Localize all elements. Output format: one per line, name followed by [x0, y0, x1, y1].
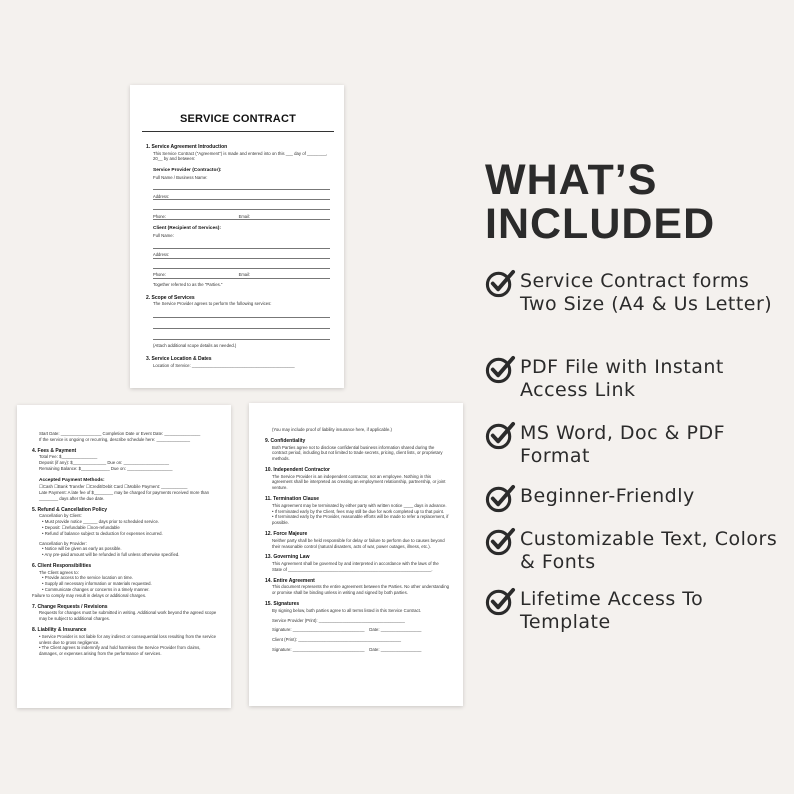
total-fee: Total Fee: $_______________ [39, 454, 98, 460]
section-2-text: The Service Provider agrees to perform the following services: [153, 301, 272, 307]
client-date-line: Date: _________________ [369, 646, 422, 652]
contract-page-3 [249, 403, 463, 706]
remaining-balance: Remaining Balance: $____________ Due on: ___________________ [39, 465, 173, 471]
feature-item [485, 588, 785, 633]
feature-item [485, 422, 785, 467]
feature-text: Service Contract forms Two Size (A4 & Us Letter) [520, 270, 773, 315]
attach-note: (Attach additional scope details as needed.) [153, 343, 237, 349]
provider-address-line [153, 193, 330, 200]
insurance-note: (You may include proof of liability insurance here, if applicable.) [272, 427, 392, 432]
document-title: SERVICE CONTRACT [142, 112, 334, 132]
client-email-label: Email: [238, 272, 250, 278]
cancel-bullet-2: • Deposit: ☐refundable ☐non-refundable [32, 525, 219, 531]
feature-item [485, 485, 785, 514]
provider-name-line [153, 183, 330, 190]
client-full-name-label: Full Name: [153, 232, 174, 238]
check-circle-icon [485, 586, 516, 617]
cancel-bullet-3: • Refund of balance subject to deduction for expenses incurred. [32, 531, 219, 537]
contract-page-1 [130, 85, 344, 388]
responsibility-bullet-3: • Communicate changes or concerns in a timely manner. [32, 587, 219, 593]
section-12-heading: 12. Force Majeure [265, 531, 308, 538]
section-1-heading: 1. Service Agreement Introduction [146, 143, 228, 150]
start-date-line: Start Date: _________________ Completion Date or Event Date: _______________ [39, 431, 201, 436]
section-9-text: Both Parties agree not to disclose confidential business information shared during the contract period, including but not limited to trade secrets, pricing, client lists, or proprietary methods. [272, 444, 443, 462]
feature-text: Beginner-Friendly [520, 485, 695, 507]
provider-phone-email-line [153, 213, 330, 220]
feature-item [485, 528, 785, 573]
provider-full-name-label: Full Name / Business Name: [153, 174, 208, 180]
location-label: Location of Service: ___________________________________________ [153, 362, 295, 368]
section-14-text: This document represents the entire agreement between the Parties. No other understanding or promise shall be binding unless in writing and signed by both parties. [272, 584, 449, 596]
responsibility-bullet-1: • Provide access to the service location on time. [32, 575, 219, 581]
provider-address-label: Address: [153, 193, 170, 199]
termination-bullet-1: • If terminated early by the Client, fees may still be due for work completed up to that point. [265, 509, 449, 515]
scope-line-2 [153, 319, 330, 329]
provider-address-line-2 [153, 203, 330, 210]
cancel-client-label: Cancellation by Client: [39, 513, 82, 519]
feature-text: Lifetime Access To Template [520, 588, 704, 633]
liability-bullet-2: • The Client agrees to indemnify and hold harmless the Service Provider from claims, damages, or expenses arising from the performance of services. [32, 645, 219, 657]
section-10-text: The Service Provider is an independent contractor, not an employee. Nothing in this agreement shall be interpreted as creating an employment relationship, partnership, or joint venture. [272, 473, 446, 491]
section-14-heading: 14. Entire Agreement [265, 577, 315, 584]
feature-item [485, 356, 785, 401]
parties-note: Together referred to as the "Parties." [153, 281, 223, 287]
provider-date-line: Date: _________________ [369, 627, 422, 633]
section-15-heading: 15. Signatures [265, 601, 300, 608]
section-13-heading: 13. Governing Law [265, 554, 310, 561]
section-5-heading: 5. Refund & Cancellation Policy [32, 506, 108, 513]
provider-print-line: Service Provider (Print): ____________________________________ [272, 617, 405, 623]
feature-text: MS Word, Doc & PDF Format [520, 422, 726, 467]
check-circle-icon [485, 526, 516, 557]
section-2-heading: 2. Scope of Services [146, 294, 195, 301]
client-phone-label: Phone: [153, 272, 166, 278]
feature-text: PDF File with Instant Access Link [520, 356, 724, 401]
check-circle-icon [485, 483, 516, 514]
client-phone-email-line [153, 272, 330, 279]
provider-bullet-2: • Any pre-paid amount will be refunded in full unless otherwise specified. [32, 552, 219, 558]
whats-included-heading [485, 158, 785, 246]
section-10-heading: 10. Independent Contractor [265, 466, 331, 473]
check-circle-icon [485, 354, 516, 385]
failure-note: Failure to comply may result in delays or additional charges. [32, 592, 147, 598]
section-12-text: Neither party shall be held responsible for delay or failure to perform due to causes beyond their reasonable control (natural disasters, acts of war, power outages, illness, etc.). [272, 537, 445, 549]
section-7-heading: 7. Change Requests / Revisions [32, 603, 108, 610]
late-payment: Late Payment: A late fee of $________ may be charged for payments received more than ________ days after the due date. [39, 490, 210, 501]
client-name-line [153, 242, 330, 249]
client-heading: Client (Recipient of Services): [153, 226, 221, 232]
section-11-heading: 11. Termination Clause [265, 496, 320, 503]
provider-bullet-1: • Notice will be given as early as possible. [32, 546, 219, 552]
section-15-text: By signing below, both parties agree to all terms listed in this Service Contract. [272, 607, 422, 613]
provider-email-label: Email: [238, 213, 250, 219]
provider-phone-label: Phone: [153, 213, 166, 219]
payment-methods-row: ☐Cash ☐Bank Transfer ☐Credit/Debit Card ☐Mobile Payment: ___________ [39, 484, 188, 490]
section-11-text: This agreement may be terminated by either party with written notice ____ days in advance. [272, 502, 447, 508]
responsibility-bullet-2: • Supply all necessary information or materials requested. [32, 581, 219, 587]
section-9-heading: 9. Confidentiality [265, 437, 306, 444]
payment-methods-heading: Accepted Payment Methods: [39, 477, 105, 483]
provider-signature-line: Signature: ______________________________ [272, 627, 365, 633]
section-6-heading: 6. Client Responsibilities [32, 562, 92, 569]
client-signature-line: Signature: ______________________________ [272, 646, 365, 652]
provider-heading: Service Provider (Contractor): [153, 168, 222, 174]
client-address-label: Address: [153, 252, 170, 258]
client-signature-row [265, 647, 449, 653]
client-address-line-2 [153, 262, 330, 269]
termination-bullet-2: • If terminated early by the Provider, reasonable efforts will be made to refer a replacement, if possible. [265, 514, 449, 526]
heading-line-1: WHAT’S [485, 156, 658, 204]
feature-text: Customizable Text, Colors & Fonts [520, 528, 778, 573]
deposit-line: Deposit (if any): $______________ Due on: ___________________ [39, 460, 169, 466]
section-8-heading: 8. Liability & Insurance [32, 627, 87, 633]
section-1-text: This Service Contract ("Agreement") is made and entered into on this ___ day of ________, 20__ by and between: [153, 150, 328, 162]
check-circle-icon [485, 420, 516, 451]
heading-line-2: INCLUDED [485, 200, 716, 248]
section-4-heading: 4. Fees & Payment [32, 447, 77, 454]
section-3-heading: 3. Service Location & Dates [146, 355, 212, 362]
contract-page-2 [17, 405, 231, 708]
feature-item [485, 270, 785, 315]
check-circle-icon [485, 268, 516, 299]
section-13-text: This Agreement shall be governed by and interpreted in accordance with the laws of the State of ____________________________________________________________. [272, 561, 439, 572]
recurring-line: If the service is ongoing or recurring, describe schedule here: ______________ [39, 436, 190, 442]
cancel-provider-label: Cancellation by Provider: [39, 540, 87, 546]
section-7-text: Requests for changes must be submitted in writing. Additional work beyond the agreed scope may be subject to additional charges. [39, 610, 217, 622]
client-address-line [153, 252, 330, 259]
cancel-bullet-1: • Must provide notice ______ days prior to scheduled service. [32, 519, 219, 525]
client-print-line: Client (Print): ___________________________________________ [272, 637, 402, 643]
scope-line-3 [153, 330, 330, 340]
scope-line-1 [153, 308, 330, 318]
liability-bullet-1: • Service Provider is not liable for any indirect or consequential loss resulting from the service unless due to gross negligence. [32, 634, 219, 646]
client-agrees: The Client agrees to: [39, 569, 79, 575]
